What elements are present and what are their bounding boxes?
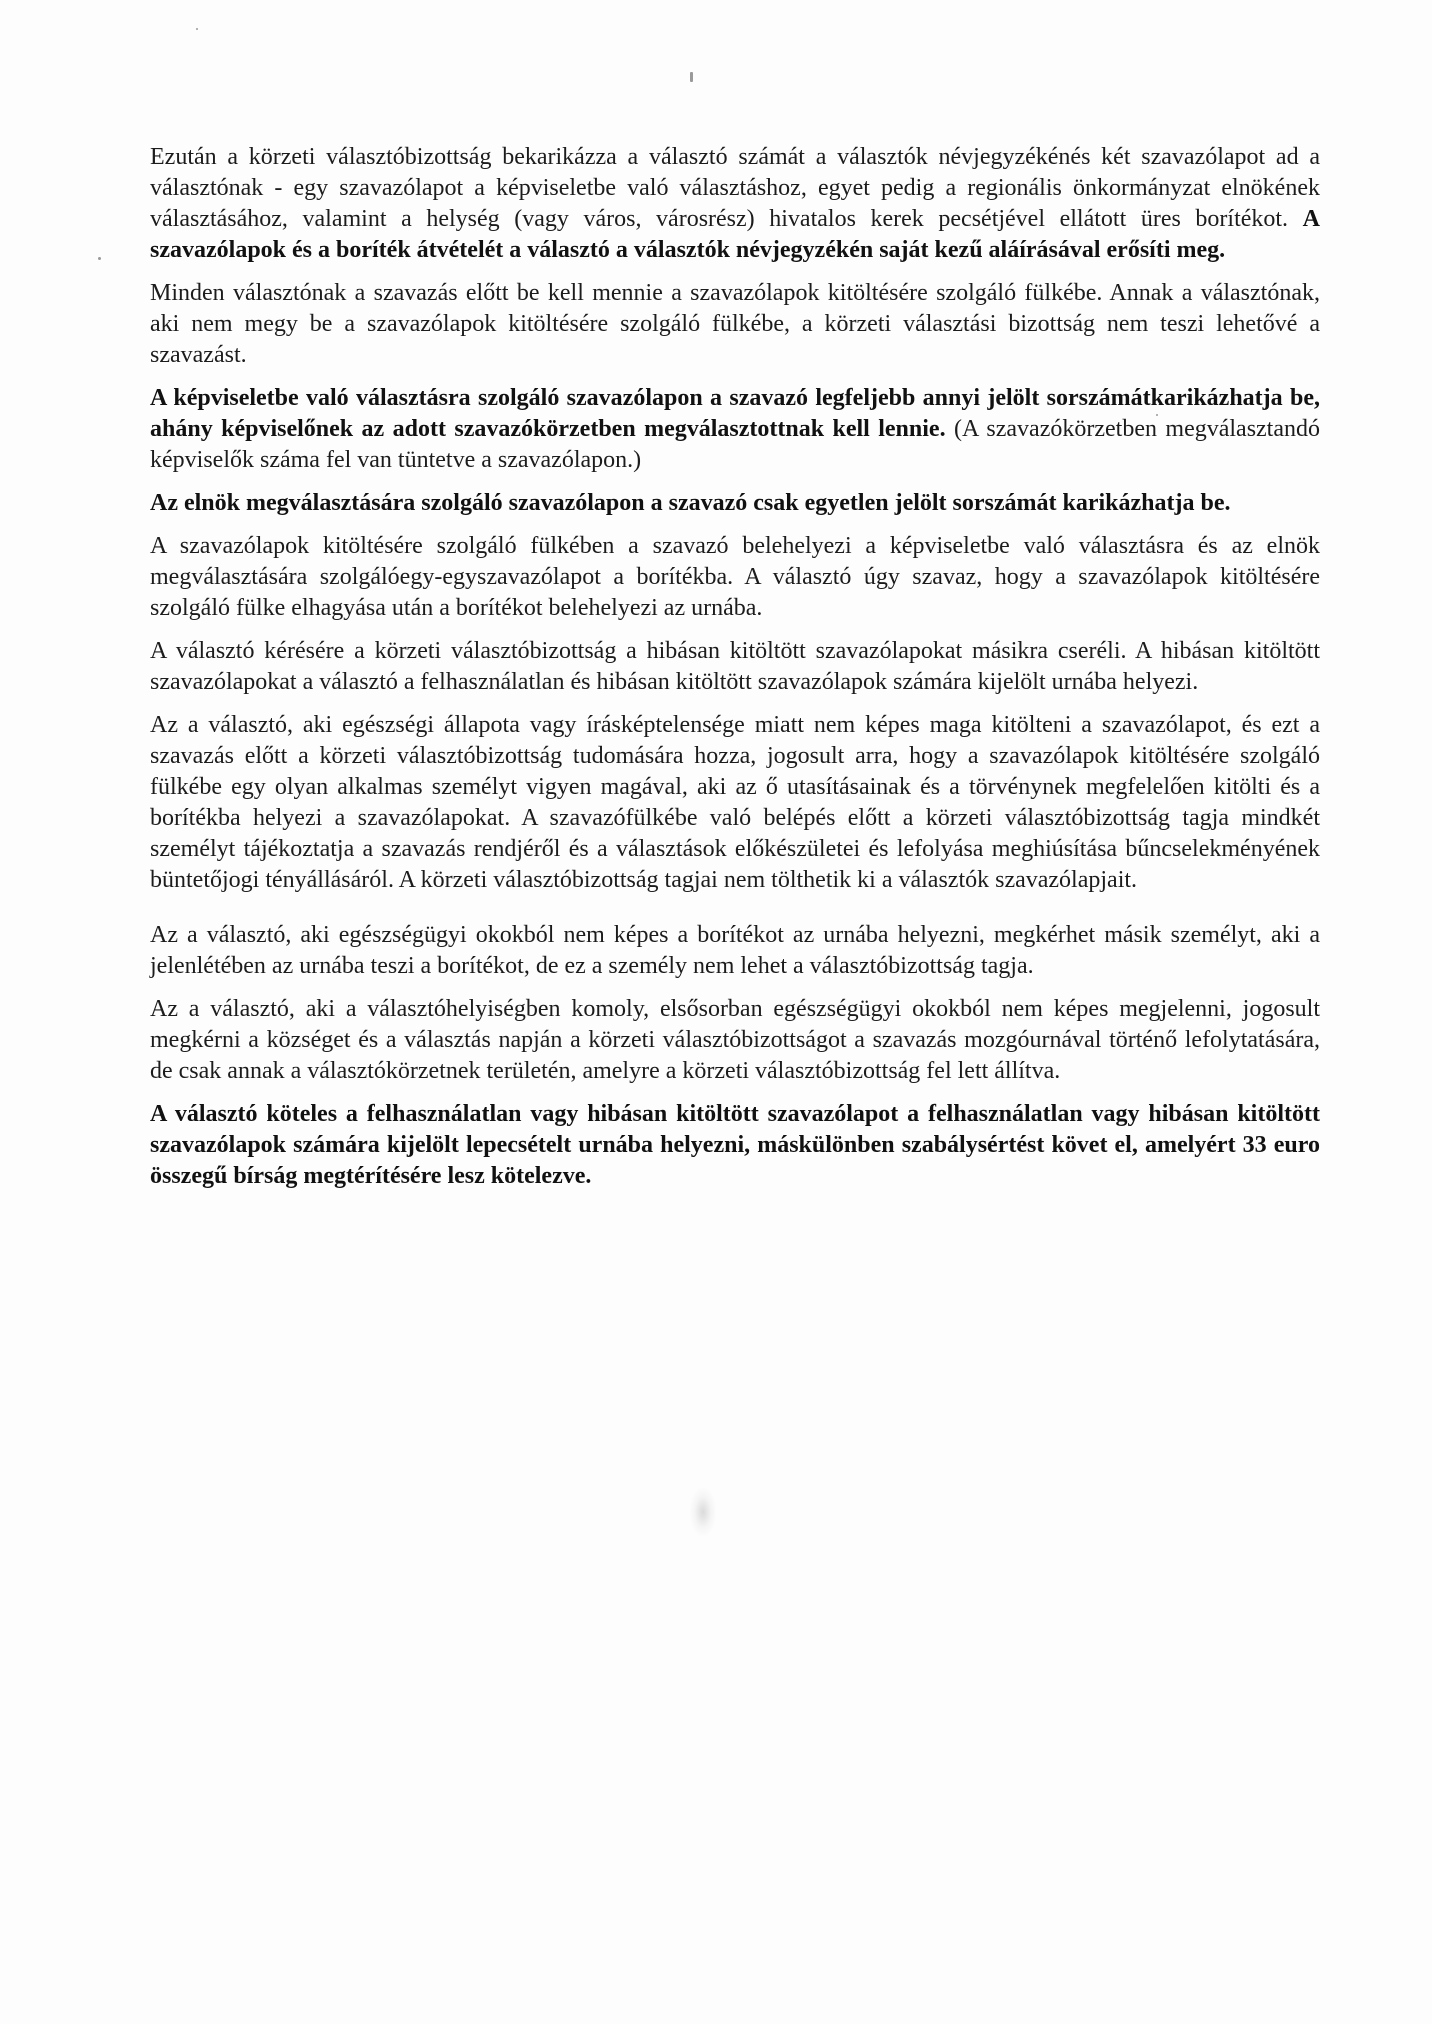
text-segment: (A szavazókörzetben megválasztandó képviselők száma fel van tüntetve a szavazólapon.): [150, 416, 1321, 473]
paragraph-penalty: [150, 1099, 1320, 1192]
scan-speck: [196, 28, 198, 30]
document-body: [150, 142, 1320, 1204]
paragraph-mobile-urn: [150, 994, 1320, 1087]
text-segment: A szavazólapok kitöltésére szolgáló fülkében a szavazó belehelyezi a képviseletbe való választásra és az elnök megválasztására szolgálóegy-egyszavazólapot a borítékba. A választó úgy szavaz, hogy a szavazólapok kitöltésére szolgáló fülke elhagyása után a borítékot belehelyezi az urnába.: [150, 533, 1320, 621]
text-segment-bold: Az elnök megválasztására szolgáló szavazólapon a szavazó csak egyetlen jelölt sorszámát karikázhatja be.: [150, 490, 1231, 516]
paragraph-assistance: [150, 710, 1320, 896]
text-segment: Minden választónak a szavazás előtt be kell mennie a szavazólapok kitöltésére szolgáló fülkébe. Annak a választónak, aki nem megy be a szavazólapok kitöltésére szolgáló fülkébe, a körzeti választási bizottság nem teszi lehetővé a szavazást.: [150, 280, 1320, 368]
paragraph-representatives: [150, 383, 1320, 476]
text-segment: Az a választó, aki egészségügyi okokból nem képes a borítékot az urnába helyezni, megkérhet másik személyt, aki a jelenlétében az urnába teszi a borítékot, de ez a személy nem lehet a választóbizottság tagja.: [150, 922, 1320, 979]
text-segment-bold: A képviseletbe való választásra szolgáló szavazólapon a szavazó legfeljebb annyi jelölt sorszámátkarikázhatja be, ahány képviselőnek az adott szavazókörzetben megválasztottnak kell lennie.: [150, 385, 1320, 442]
text-segment-bold: A szavazólapok és a boríték átvételét a választó a választók névjegyzékén saját kezű aláírásával erősíti meg.: [150, 206, 1320, 263]
text-segment: Ezután a körzeti választóbizottság bekarikázza a választó számát a választók névjegyzékénés két szavazólapot ad a választónak - egy szavazólapot a képviseletbe való választáshoz, egyet pedig a regionális önkormányzat elnökének választásához, valamint a helység (vagy város, városrész) hivatalos kerek pecsétjével ellátott üres borítékot.: [150, 144, 1320, 232]
scan-speck: [98, 257, 101, 260]
text-segment: Az a választó, aki a választóhelyiségben komoly, elsősorban egészségügyi okokból nem képes megjelenni, jogosult megkérni a községet és a választás napján a körzeti választóbizottságot a szavazás mozgóurnával történő lefolytatására, de csak annak a választókörzetnek területén, amelyre a körzeti választóbizottság fel lett állítva.: [150, 996, 1320, 1084]
paragraph-president: [150, 488, 1320, 519]
scan-smudge: [690, 1488, 716, 1536]
scan-speck: [690, 72, 693, 82]
paragraph-handover: [150, 142, 1320, 266]
paragraph-replacement: [150, 636, 1320, 698]
paragraph-envelope: [150, 531, 1320, 624]
paragraph-urn-help: [150, 920, 1320, 982]
paragraph-booth: [150, 278, 1320, 371]
text-segment: A választó kérésére a körzeti választóbizottság a hibásan kitöltött szavazólapokat másikra cseréli. A hibásan kitöltött szavazólapokat a választó a felhasználatlan és hibásan kitöltött szavazólapok számára kijelölt urnába helyezi.: [150, 638, 1320, 695]
text-segment-bold: A választó köteles a felhasználatlan vagy hibásan kitöltött szavazólapot a felhasználatlan vagy hibásan kitöltött szavazólapok számára kijelölt lepecsételt urnába helyezni, máskülönben szabálysértést követ el, amelyért 33 euro összegű bírság megtérítésére lesz kötelezve.: [150, 1101, 1320, 1189]
text-segment: Az a választó, aki egészségi állapota vagy írásképtelensége miatt nem képes maga kitölteni a szavazólapot, és ezt a szavazás előtt a körzeti választóbizottság tudomására hozza, jogosult arra, hogy a szavazólapok kitöltésére szolgáló fülkébe egy olyan alkalmas személyt vigyen magával, aki az ő utasításainak és a törvénynek megfelelően kitölti és a borítékba helyezi a szavazólapokat. A szavazófülkébe való belépés előtt a körzeti választóbizottság tagja mindkét személyt tájékoztatja a szavazás rendjéről és a választások előkészületei és lefolyása meghiúsítása bűncselekményének büntetőjogi tényállásáról. A körzeti választóbizottság tagjai nem tölthetik ki a választók szavazólapjait.: [150, 712, 1320, 893]
